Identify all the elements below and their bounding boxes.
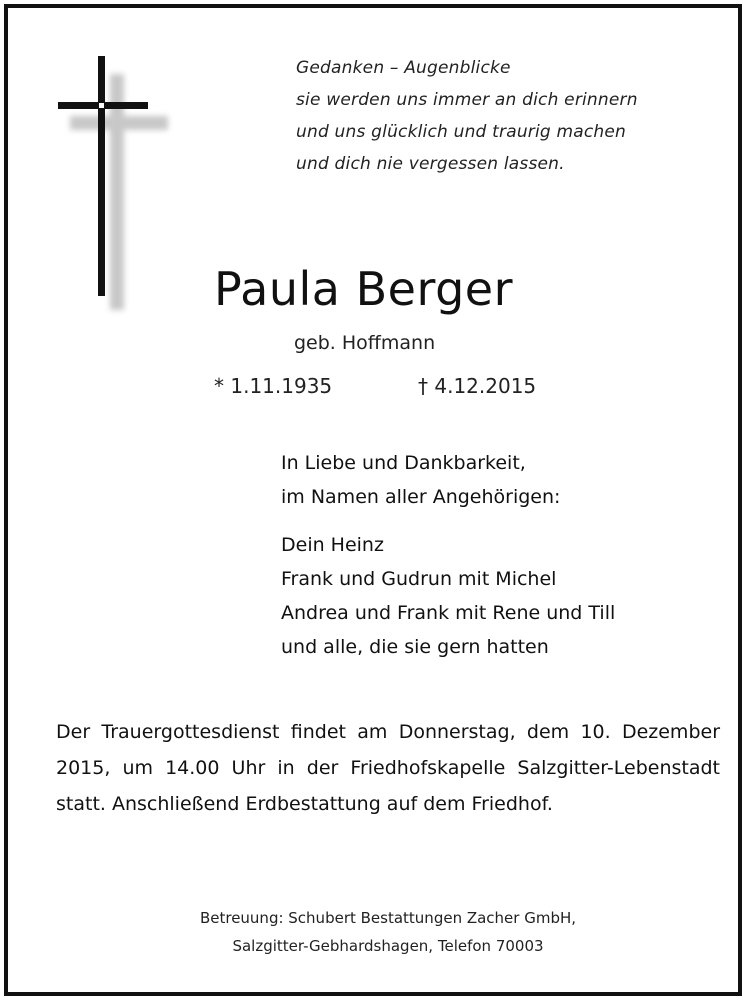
mourner-line: Frank und Gudrun mit Michel: [281, 568, 557, 590]
family-intro: [281, 446, 615, 514]
service-announcement: Der Trauergottesdienst findet am Donnerstag, dem 10. Dezember 2015, um 14.00 Uhr in der Friedhofskapelle Salzgitter-Lebenstadt statt. Anschließend Erdbestattung auf dem Friedhof.: [56, 721, 720, 815]
poem-line: und dich nie vergessen lassen.: [296, 154, 565, 174]
family-section: [281, 446, 615, 664]
poem: [296, 52, 638, 180]
poem-line: sie werden uns immer an dich erinnern: [296, 90, 638, 110]
poem-line: Gedanken – Augenblicke: [296, 58, 511, 78]
mourner-line: und alle, die sie gern hatten: [281, 636, 549, 658]
footer-line: Betreuung: Schubert Bestattungen Zacher GmbH,: [199, 909, 577, 927]
family-intro-line: In Liebe und Dankbarkeit,: [281, 452, 526, 474]
deceased-name: Paula Berger: [214, 262, 513, 316]
death-date: † 4.12.2015: [418, 374, 537, 398]
mourner-line: Andrea und Frank mit Rene und Till: [281, 602, 616, 624]
mourners-list: [281, 528, 615, 664]
footer-line: Salzgitter-Gebhardshagen, Telefon 70003: [232, 937, 544, 955]
obituary-notice: [4, 4, 742, 996]
funeral-home-footer: [56, 904, 720, 960]
cross-shadow-horizontal: [70, 116, 168, 130]
maiden-name: geb. Hoffmann: [294, 332, 436, 354]
birth-date: * 1.11.1935: [214, 374, 333, 398]
family-intro-line: im Namen aller Angehörigen:: [281, 486, 561, 508]
poem-line: und uns glücklich und traurig machen: [296, 122, 627, 142]
mourner-line: Dein Heinz: [281, 534, 384, 556]
cross-center-dot: [99, 103, 104, 108]
cross-vertical-bar: [98, 56, 105, 296]
cross-shadow-vertical: [110, 74, 124, 310]
